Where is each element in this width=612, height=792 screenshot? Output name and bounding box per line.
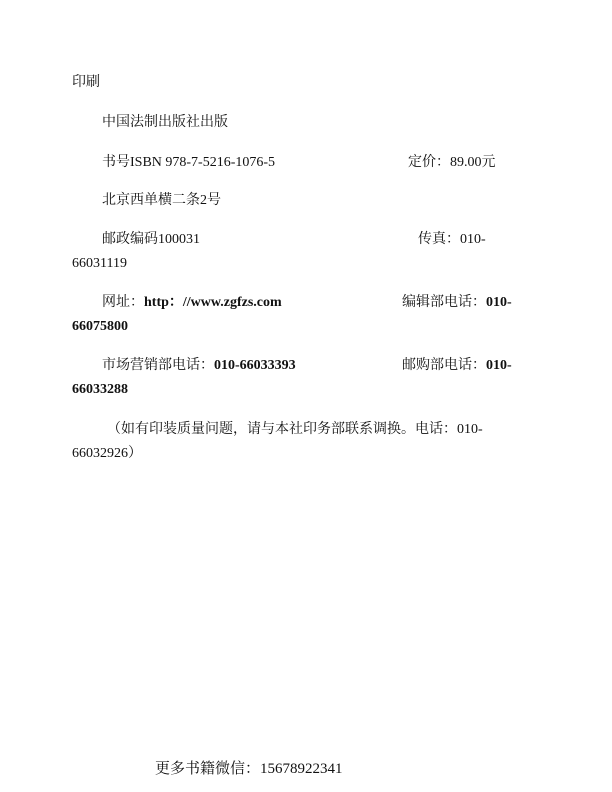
editorial-phone-part1: 010- [486,295,512,310]
editorial-phone-label: 编辑部电话： [402,295,486,310]
quality-notice-part2: 66032926） [72,446,142,461]
fax-info [418,230,486,250]
website-url: http：//www.zgfzs.com [144,295,282,310]
quality-notice-part1: （如有印装质量问题，请与本社印务部联系调换。电话：010- [107,422,483,437]
fax-number-part2: 66031119 [72,256,127,271]
mailorder-phone-part2: 66033288 [72,382,128,397]
fax-number-part1: 010- [460,232,486,247]
marketing-phone-info [102,356,296,376]
footer-wechat-text: 更多书籍微信：15678922341 [155,761,343,777]
address-line: 北京西单横二条2号 [102,193,221,208]
website-info [102,293,282,313]
printing-label: 印刷 [72,75,100,90]
publisher-line: 中国法制出版社出版 [102,115,228,130]
isbn-line: 书号ISBN 978-7-5216-1076-5 [102,155,276,170]
editorial-phone-info [402,293,512,313]
fax-label: 传真： [418,232,460,247]
mailorder-phone-info [402,356,512,376]
mailorder-phone-label: 邮购部电话： [402,358,486,373]
marketing-phone-number: 010-66033393 [214,358,296,373]
marketing-phone-label: 市场营销部电话： [102,358,214,373]
price-line: 定价：89.00元 [408,155,496,170]
website-label: 网址： [102,295,144,310]
postcode-line: 邮政编码100031 [102,232,200,247]
editorial-phone-part2: 66075800 [72,319,128,334]
mailorder-phone-part1: 010- [486,358,512,373]
